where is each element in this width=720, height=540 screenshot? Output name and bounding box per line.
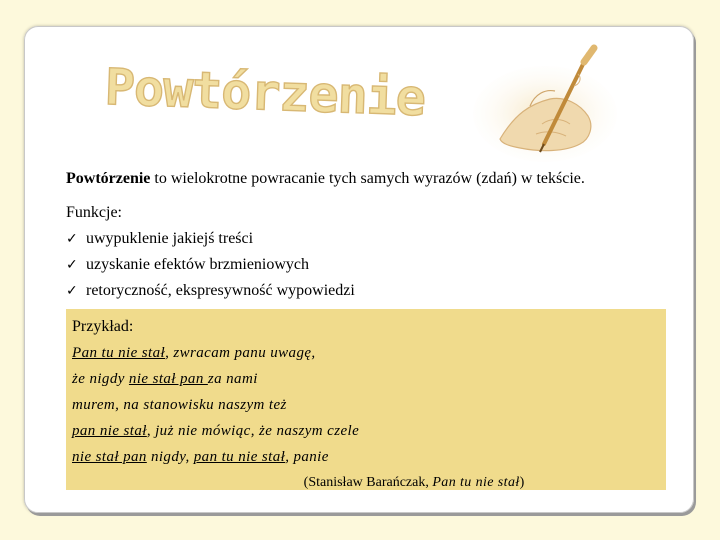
poem-line-1	[72, 341, 666, 367]
definition-term: Powtórzenie	[66, 170, 151, 187]
poem-text: że nigdy	[72, 371, 129, 387]
list-item	[66, 278, 666, 304]
source-close: )	[519, 475, 525, 490]
list-item	[66, 226, 666, 252]
source-work-title: Pan tu nie stał	[432, 475, 520, 490]
functions-heading-row	[66, 200, 666, 226]
slide-title: Powtórzenie	[103, 58, 426, 128]
list-item-text: uzyskanie efektów brzmieniowych	[86, 256, 310, 273]
poem-line-3	[72, 393, 666, 419]
example-heading: Przykład:	[72, 318, 134, 335]
repeated-phrase: nie stał pan	[128, 371, 208, 387]
poem-line-4	[72, 419, 666, 445]
poem-text: , już nie mówiąc, że naszym czele	[146, 423, 360, 439]
definition-text: to wielokrotne powracanie tych samych wyrazów (zdań) w tekście.	[150, 170, 585, 187]
definition-paragraph	[66, 170, 686, 188]
poem-line-5	[72, 445, 666, 471]
poem-text: za nami	[207, 371, 258, 387]
source-author: (Stanisław Barańczak,	[303, 475, 433, 490]
functions-heading: Funkcje:	[66, 204, 122, 221]
list-item	[66, 252, 666, 278]
list-item-text: uwypuklenie jakiejś treści	[86, 230, 254, 247]
functions-list	[66, 200, 666, 304]
hand-writing-with-quill-icon	[470, 44, 620, 164]
list-item-text: retoryczność, ekspresywność wypowiedzi	[86, 282, 355, 299]
repeated-phrase: pan tu nie stał	[193, 449, 286, 465]
poem-text: murem, na stanowisku naszym też	[72, 397, 287, 413]
example-box	[66, 309, 666, 490]
checkmark-icon: ✓	[66, 283, 78, 299]
poem-line-2	[72, 367, 666, 393]
repeated-phrase: Pan tu nie stał	[72, 345, 166, 361]
poem-text: , zwracam panu uwagę,	[165, 345, 316, 361]
checkmark-icon: ✓	[66, 231, 78, 247]
poem-text: nigdy,	[146, 449, 194, 465]
repeated-phrase: pan nie stał	[72, 423, 147, 439]
repeated-phrase: nie stał pan	[72, 449, 147, 465]
example-source	[72, 471, 666, 497]
poem-text: , panie	[285, 449, 329, 465]
checkmark-icon: ✓	[66, 257, 78, 273]
